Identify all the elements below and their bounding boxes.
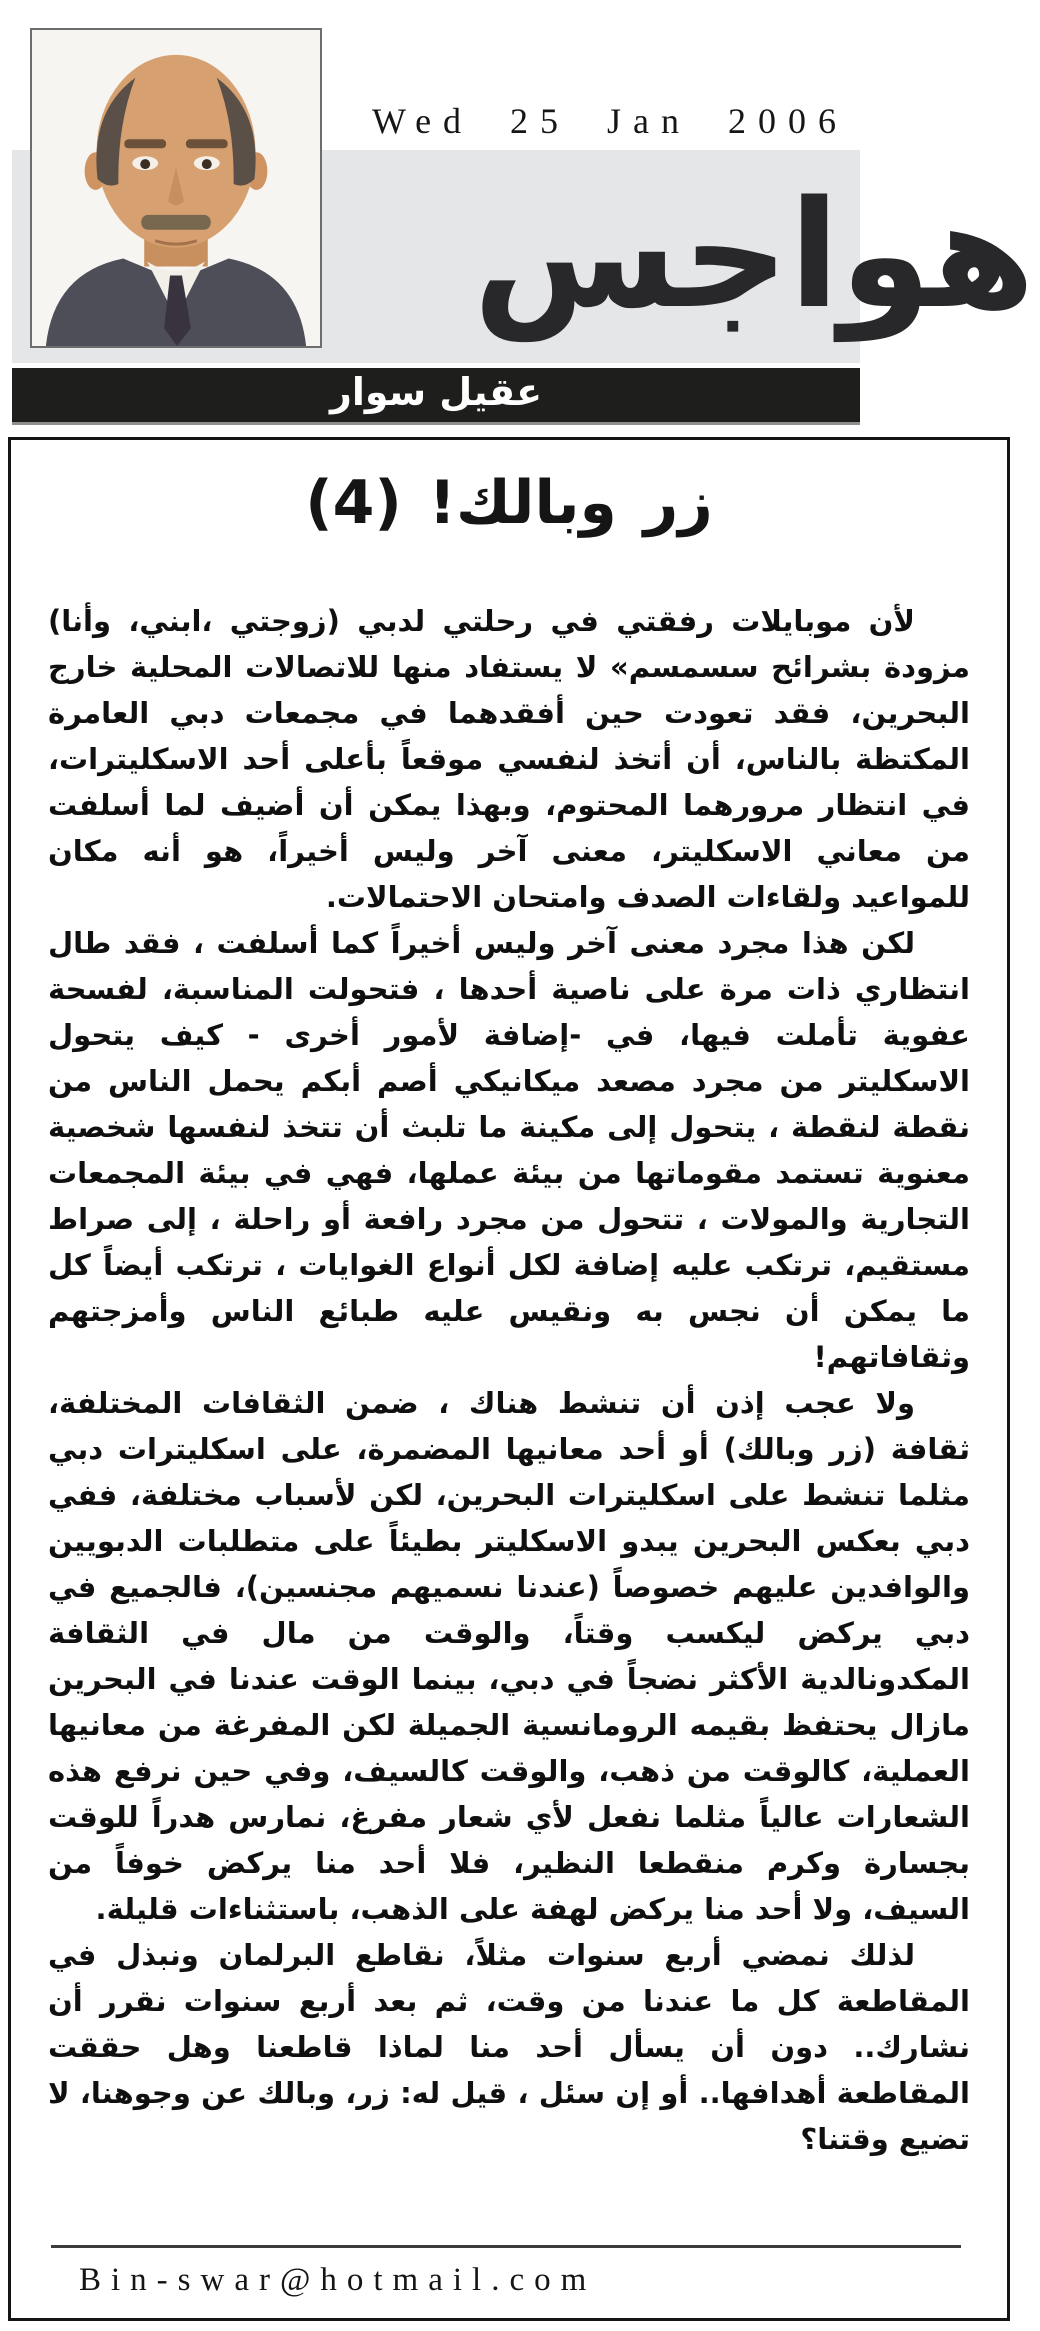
author-email-link[interactable]: Bin-swar@hotmail.com — [79, 2262, 597, 2298]
article-title: زر وبالك! (4) — [305, 468, 713, 538]
column-title: هواجس — [472, 169, 1035, 341]
article-paragraph: لذلك نمضي أربع سنوات مثلاً، نقاطع البرلمان ونبذل في المقاطعة كل ما عندنا من وقت، ثم بعد أربع سنوات نقرر أن نشارك.. دون أن يسأل أحد منا لماذا قاطعنا وهل حققت المقاطعة أهدافها.. أو إن سئل ، قيل له: زر، وبالك عن وجوهنا، لا تضيع وقتنا؟ — [48, 1938, 970, 2156]
article-body — [48, 598, 970, 2233]
footer-divider — [51, 2245, 961, 2248]
author-portrait — [30, 28, 322, 348]
author-bar — [12, 368, 860, 425]
article-paragraph: ولا عجب إذن أن تنشط هناك ، ضمن الثقافات المختلفة، ثقافة (زر وبالك) أو أحد معانيها المضمرة، على اسكليترات دبي مثلما تنشط على اسكليترات البحرين، لكن لأسباب مختلفة، ففي دبي بعكس البحرين يبدو الاسكليتر بطيئاً على متطلبات الدبويين والوافدين عليهم خصوصاً (عندنا نسميهم مجنسين)، فالجميع في دبي يركض ليكسب وقتاً، والوقت من مال في الثقافة المكدونالدية الأكثر نضجاً في دبي، بينما الوقت عندنا في البحرين مازال يحتفظ بقيمه الرومانسية الجميلة لكن المفرغة من معانيها العملية، كالوقت من ذهب، والوقت كالسيف، وفي حين نرفع هذه الشعارات عالياً مثلما نفعل لأي شعار مفرغ، نمارس هدراً للوقت بجسارة وكرم منقطعا النظير، فلا أحد منا يركض خوفاً من السيف، ولا أحد منا يركض لهفة على الذهب، باستثناءات قليلة. — [48, 1386, 970, 1926]
article-paragraph: لأن موبايلات رفقتي في رحلتي لدبي (زوجتي ،ابني، وأنا) مزودة بشرائح سسمسم» لا يستفاد منها للاتصالات المحلية خارج البحرين، فقد تعودت حين أفقدهما في مجمعات دبي العامرة المكتظة بالناس، أن أتخذ لنفسي موقعاً بأعلى أحد الاسكليترات، في انتظار مرورهما المحتوم، وبهذا يمكن أن أضيف لما أسلفت من معاني الاسكليتر، معنى آخر وليس أخيراً، هو أنه مكان للمواعيد ولقاءات الصدف وامتحان الاحتمالات. — [48, 604, 970, 914]
article-paragraph: لكن هذا مجرد معنى آخر وليس أخيراً كما أسلفت ، فقد طال انتظاري ذات مرة على ناصية أحدها ، فتحولت المناسبة، لفسحة عفوية تأملت فيها، في -إضافة لأمور أخرى - كيف يتحول الاسكليتر من مجرد مصعد ميكانيكي أصم أبكم يحمل الناس من نقطة لنقطة ، يتحول إلى مكينة ما تلبث أن تتخذ لنفسها شخصية معنوية تستمد مقوماتها من بيئة عملها، فهي في بيئة المجمعات التجارية والمولات ، تتحول من مجرد رافعة أو راحلة ، إلى صراط مستقيم، ترتكب عليه إضافة لكل أنواع الغوايات ، ترتكب أيضاً كل ما يمكن أن نجس به ونقيس عليه طبائع الناس وأمزجتهم وثقافاتهم! — [48, 926, 970, 1374]
date-text: Wed 25 Jan 2006 — [371, 101, 849, 141]
article-box — [8, 437, 1010, 2321]
author-portrait-image — [32, 30, 320, 346]
author-name: عقيل سوار — [329, 370, 543, 414]
